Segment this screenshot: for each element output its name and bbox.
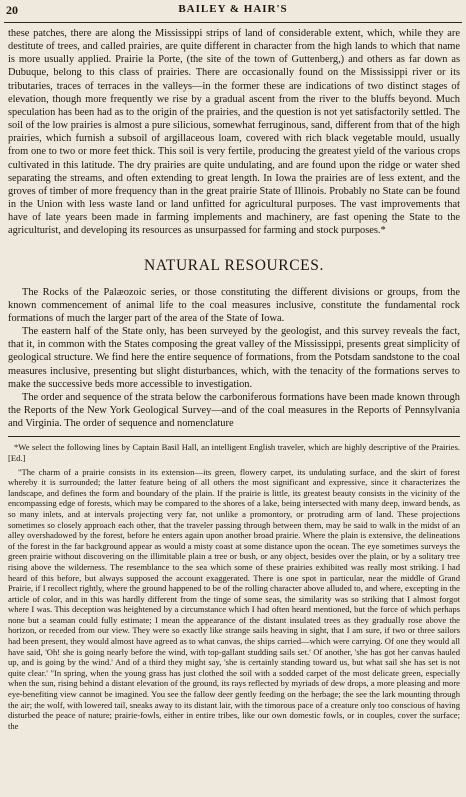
footnote-intro: *We select the following lines by Captain Basil Hall, an intelligent English traveler, which are highly descriptive of the Prairies. [Ed.] [8,442,460,463]
running-head: BAILEY & HAIR'S [178,3,288,15]
intro-paragraph: these patches, there are along the Mississippi strips of land of considerable extent, which, while they are destitute of trees, and called prairies, are quite different in character from the high lands to which that name is more usually applied. Prairie la Porte, (the site of the town of Guttenberg,) and others as far down as Dubuque, belong to this class of prairies. There are occasionally found on the Mississippi river or its tributaries, traces of terraces in the valleys—in the former these are indications of two distinct stages of elevation, though more frequently we rise by a gradual ascent from the river to the bluffs beyond. Much speculation has been had as to the origin of the prairies, and the question is not yet satisfactorily settled. The soil of the low prairies is almost a pure silicious, somewhat ferruginous, sand, different from that of the high prairies, which furnish a subsoil of argillaceous loam, covered with rich black vegetable mould, usually from one to two or more feet thick. This soil is very fertile, producing the greatest yield of the various crops cultivated in this latitude. The dry prairies are quite undulating, and are found upon the ridge or water shed separating the streams, and often extending to great length. In Iowa the prairies are of less extent, and the groves of timber of more frequency than in the great prairie State of Illinois. Probably no State can be found in the Union with less waste land or land unfitted for agricultural purposes. The vast improvements that have of late years been made in farming implements and machinery, are fast opening the State to the agriculturist, and developing its resources as unsurpassed for farming and stock purposes.* [8,28,460,237]
resources-paragraph-2: The eastern half of the State only, has been surveyed by the geologist, and this survey reveals the fact, that it, in common with the States composing the great valley of the Mississippi, presents great simplicity of geological structure. We find here the entire sequence of formations, from the Potsdam sandstone to the coal measures inclusive, presenting but slight disturbances, which, with the tenacity of the formations serves to make the successive beds more accessible to investigation. [8,326,460,390]
resources-paragraph-3: The order and sequence of the strata below the carboniferous formations have been made known through the Reports of the New York Geological Survey—and of the coal measures in the Reports of Pennsylvania and Virginia. The order of sequence and nomenclature [8,391,460,430]
page-number: 20 [6,3,18,17]
footnote [8,436,460,731]
footnote-quote: "The charm of a prairie consists in its extension—its green, flowery carpet, its undulating surface, and the skirt of forest whereby it is surrounded; the latter feature being of all others the most significant and expressive, since it characterizes the landscape, and defines the form and boundary of the plain. If the prairie is little, its greatest beauty consists in the vicinity of the encompassing edge of forests, which may be compared to the shores of a lake, being intersected with many deep, inward bends, as so many inlets, and at intervals projecting very far, not unlike a promontory, or protruding arm of land. These projections sometimes so closely approach each other, that the traveler passing through between them, may be said to walk in the midst of an alley overshadowed by the forest, before he enters again upon another broad prairie. Where the plain is extensive, the delineations of the forest in the far background appear as would a misty coast at some distance upon the ocean. The eye sometimes surveys the green prairie without discovering on the illimitable plain a tree or bush, or any object, besides over the plain, or by a solitary tree rising above the wilderness. The resemblance to the sea which some of these prairies exhibited was really most striking. I had heard of this before, but always supposed the account exaggerated. There is one spot in particular, near the middle of Grand Prairie, if I recollect rightly, where the ground happened to be of the rolling character above alluded to, and where, excepting in the article of color, and in this was hardly different from the tinge of some seas, the similarity was so striking that I almost forgot where I was. This deception was heightened by a circumstance which I had often heard mentioned, but the force of which perhaps none but a seaman could fully estimate; I mean the appearance of the distant insulated trees as they gradually rose above the horizon, or receded from our view. They were so exactly like strange sails heaving in sight, that I am sure, if two or three sailors had been present, they would almost have agreed as to what canvas, the ships carried—which were carrying. Of one they would all have said, 'Oh! she is going nearly before the wind, with top-gallant studding sails set.' Of another, 'she has got her canvas hauled up, and is going by the wind.' And of a third they might say, 'she is certainly standing toward us, but what sail she has set is not quite clear.' "In spring, when the young grass has just clothed the soil with a sodded carpet of the most delicate green, especially when the sun, rising behind a distant elevation of the ground, its rays reflected by myriads of dew drops, a more pleasing and more eye-benefiting view cannot be imagined. You see the fallow deer gently feeding on the herbage; the see the lark mounting through the air; the wolf, with lowered tail, sneaks away to its distant lair, with the timorous pace of a creature only too conscious of having disturbed the peace of nature; prairie-fowls, either in entire tribes, like our own domestic fowls, or in couples, cover the surface; the [8,466,460,731]
section-heading: NATURAL RESOURCES. [144,256,324,274]
resources-paragraph-1: The Rocks of the Palæozoic series, or those constituting the different divisions or groups, from the known commencement of animal life to the coal measures inclusive, constitute the fundamental rock formations of much the larger part of the area of the State of Iowa. [8,286,460,324]
page-header [4,0,462,23]
main-text [8,27,460,430]
